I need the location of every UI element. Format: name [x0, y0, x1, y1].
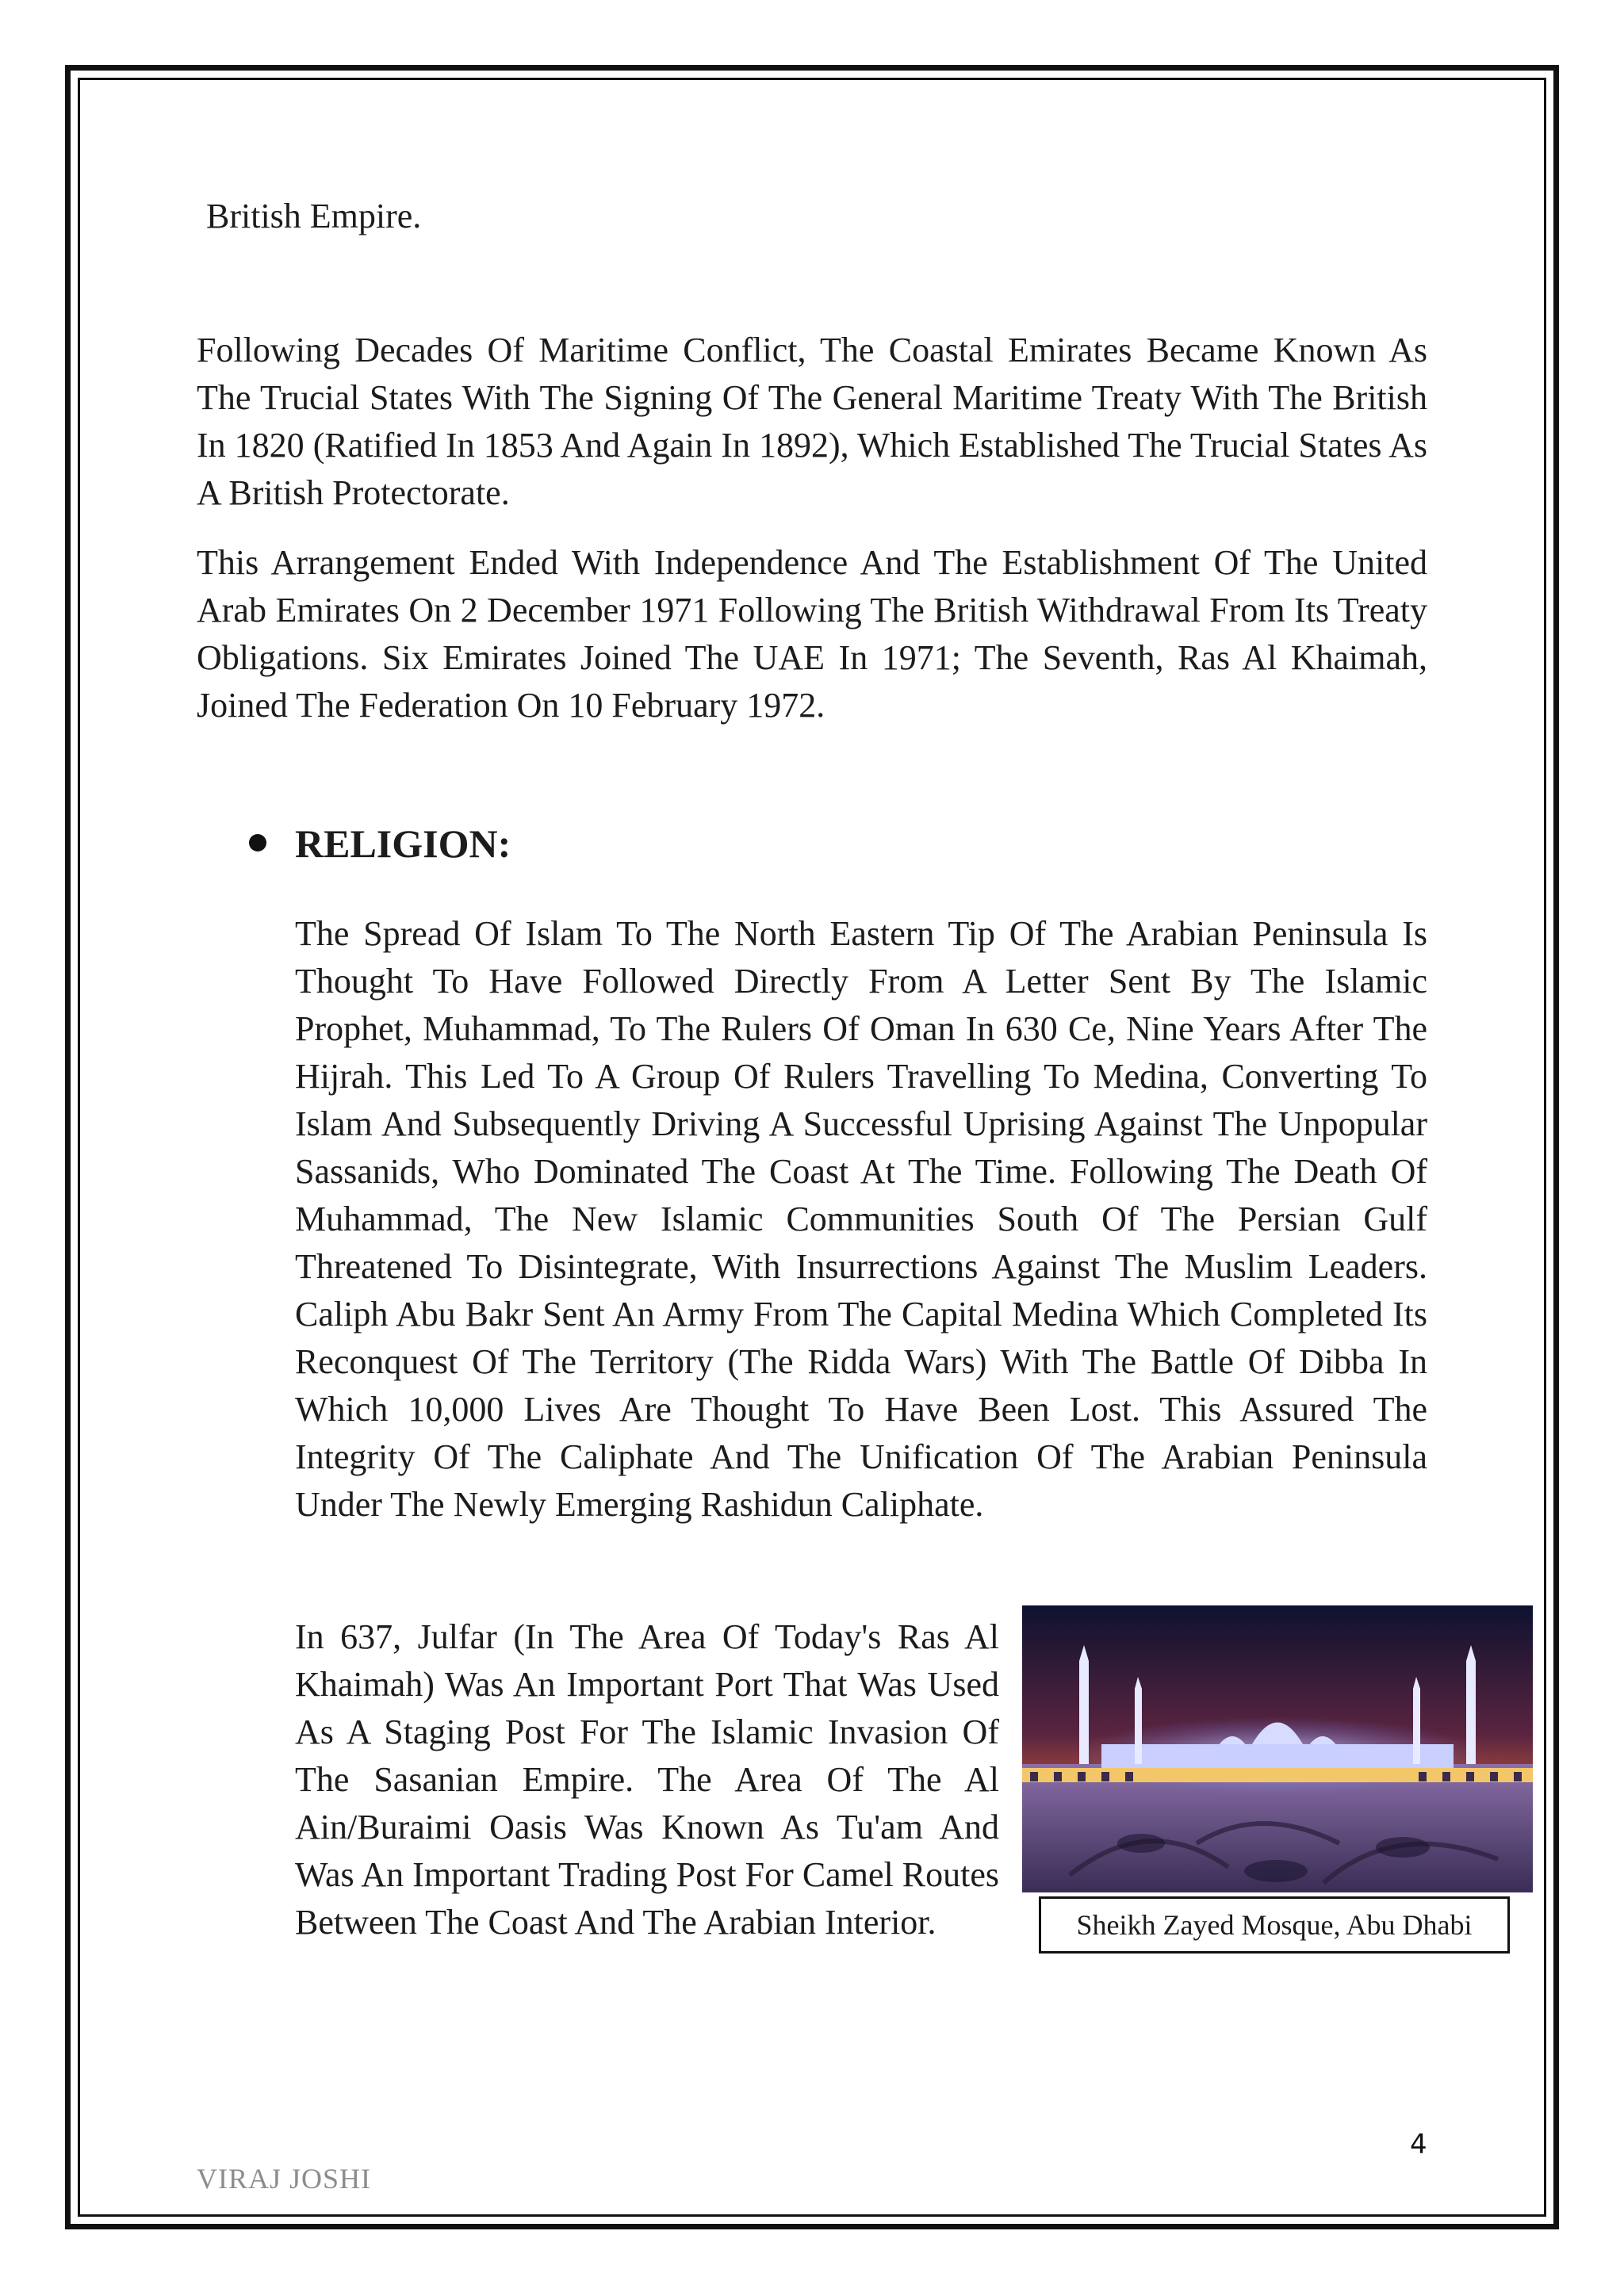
page-number: 4 — [1410, 2129, 1427, 2160]
continued-text: British Empire. — [206, 197, 422, 235]
bullet-icon — [249, 834, 266, 851]
paragraph-julfar: In 637, Julfar (In The Area Of Today's Ras Al Khaimah) Was An Important Port That Was Used As A Staging Post For The Islamic Invasion Of The Sasanian Empire. The Area Of The Al Ain/Buraimi Oasis Was Known As Tu'am And Was An Important Trading Post For Camel Routes Between The Coast And The Arabian Interior. — [295, 1617, 999, 1942]
image-caption: Sheikh Zayed Mosque, Abu Dhabi — [1039, 1896, 1510, 1954]
mosque-photo — [1022, 1605, 1533, 1892]
author-footer: VIRAJ JOSHI — [197, 2163, 372, 2195]
paragraph-spread-of-islam: The Spread Of Islam To The North Eastern Tip Of The Arabian Peninsula Is Thought To Have Followed Directly From A Letter Sent By The Islamic Prophet, Muhammad, To The Rulers Of Oman In 630 Ce, Nine Years After The Hijrah. This Led To A Group Of Rulers Travelling To Medina, Converting To Islam And Subsequently Driving A Successful Uprising Against The Unpopular Sassanids, Who Dominated The Coast At The Time. Following The Death Of Muhammad, The New Islamic Communities South Of The Persian Gulf Threatened To Disintegrate, With Insurrections Against The Muslim Leaders. Caliph Abu Bakr Sent An Army From The Capital Medina Which Completed Its Reconquest Of The Territory (The Ridda Wars) With The Battle Of Dibba In Which 10,000 Lives Are Thought To Have Been Lost. This Assured The Integrity Of The Caliphate And The Unification Of The Arabian Peninsula Under The Newly Emerging Rashidun Caliphate. — [295, 914, 1427, 1524]
section-heading: RELIGION: — [295, 821, 511, 866]
paragraph-independence: This Arrangement Ended With Independence And The Establishment Of The United Arab Emirates On 2 December 1971 Following The British Withdrawal From Its Treaty Obligations. Six Emirates Joined The UAE In 1971; The Seventh, Ras Al Khaimah, Joined The Federation On 10 February 1972. — [197, 543, 1427, 725]
paragraph-trucial-states: Following Decades Of Maritime Conflict, The Coastal Emirates Became Known As The Trucial States With The Signing Of The General Maritime Treaty With The British In 1820 (Ratified In 1853 And Again In 1892), Which Established The Trucial States As A British Protectorate. — [197, 331, 1427, 512]
